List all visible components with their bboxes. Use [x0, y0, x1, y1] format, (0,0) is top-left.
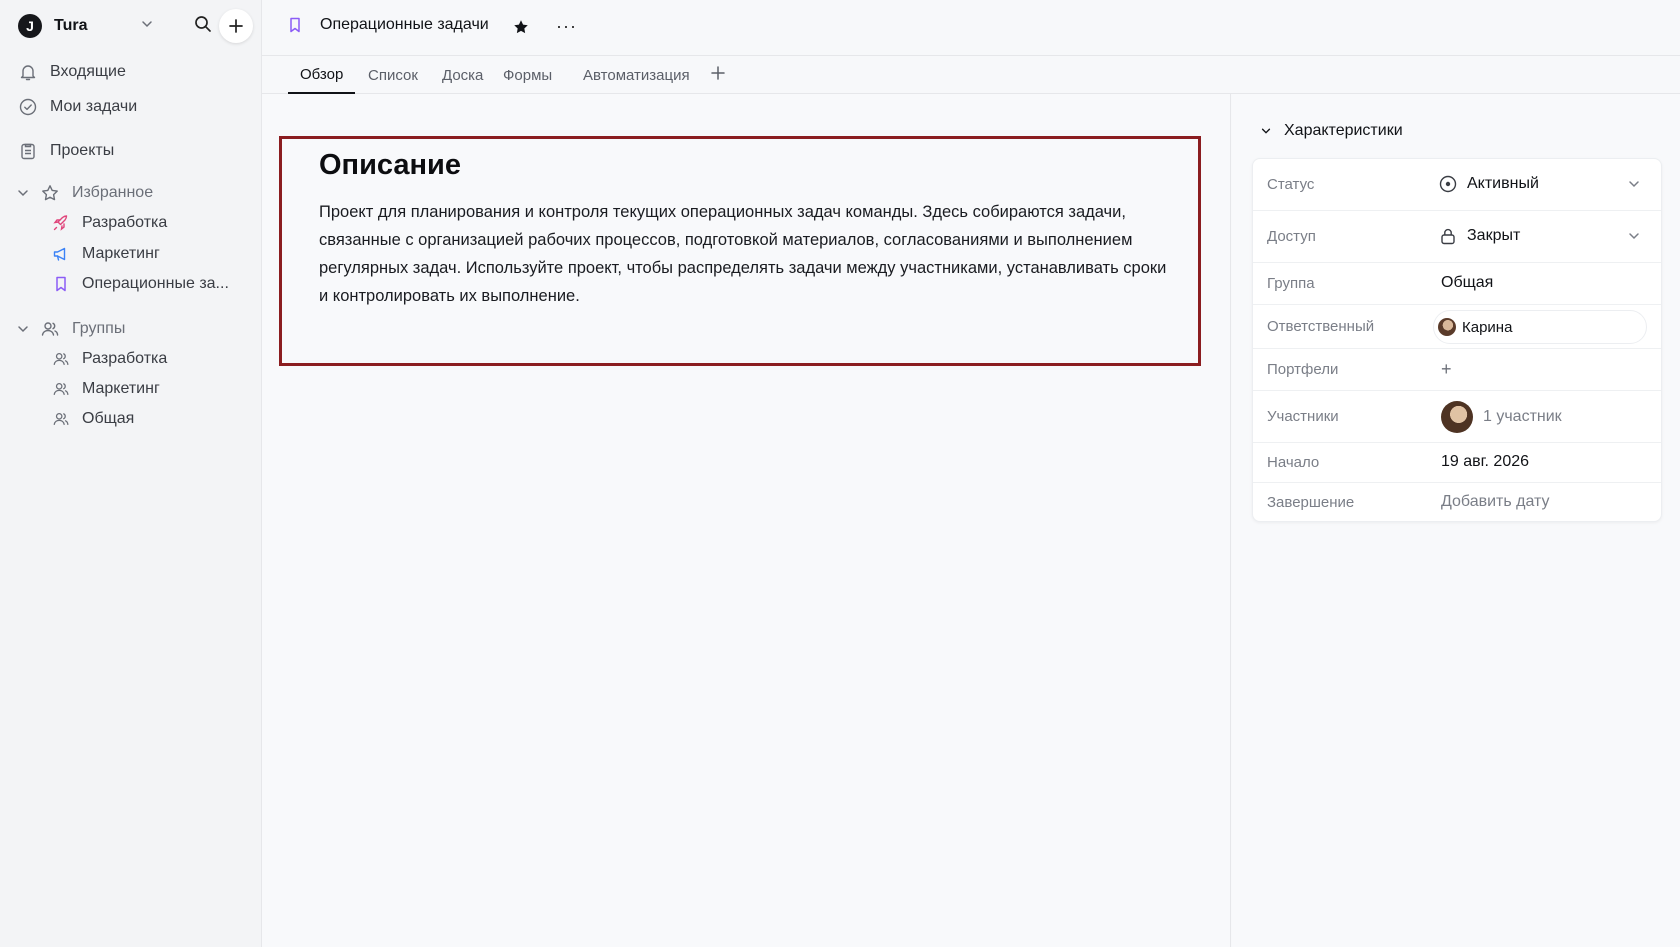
group-item-label: Разработка — [82, 350, 168, 367]
description-section[interactable] — [279, 136, 1201, 366]
status-circle-icon — [1439, 175, 1457, 193]
bell-icon — [18, 62, 38, 82]
property-start-date[interactable] — [1253, 443, 1661, 483]
description-text[interactable]: Проект для планирования и контроля текущих операционных задач команды. Здесь собираются задачи, связанные с организацией рабочих процессов, подготовкой материалов, согласованиями и выполнением регулярных задач. Используйте проект, чтобы распределять задачи между участниками, устанавливать сроки и контролировать их выполнение. — [319, 203, 1167, 305]
property-label: Начало — [1267, 454, 1320, 471]
group-item-marketing[interactable] — [52, 376, 160, 402]
property-group[interactable] — [1253, 263, 1661, 305]
start-date-value[interactable]: 19 авг. 2026 — [1441, 453, 1530, 470]
property-access[interactable] — [1253, 211, 1661, 263]
tab-forms[interactable]: Формы — [503, 66, 553, 84]
nav-inbox[interactable] — [18, 58, 126, 86]
owner-selector[interactable] — [1433, 310, 1647, 344]
tab-overview[interactable]: Обзор — [288, 56, 355, 94]
groups-label: Группы — [72, 320, 126, 337]
plus-icon — [228, 18, 244, 34]
chevron-down-icon[interactable] — [1627, 177, 1641, 191]
nav-my-tasks[interactable] — [18, 93, 137, 121]
overview-content — [262, 94, 1231, 947]
chevron-down-icon[interactable] — [1260, 125, 1272, 137]
access-value: Закрыт — [1467, 227, 1521, 244]
property-label: Ответственный — [1267, 318, 1375, 335]
status-value: Активный — [1467, 175, 1539, 192]
star-outline-icon — [40, 183, 60, 203]
megaphone-icon — [52, 245, 70, 263]
workspace-logo: J — [18, 14, 42, 38]
chevron-down-icon[interactable] — [16, 186, 30, 200]
property-owner[interactable] — [1253, 305, 1661, 349]
group-item-label: Общая — [82, 410, 135, 427]
add-tab-button[interactable] — [710, 65, 726, 81]
nav-inbox-label: Входящие — [50, 63, 126, 80]
property-end-date[interactable] — [1253, 483, 1661, 523]
bookmark-icon — [286, 16, 304, 34]
property-portfolios[interactable] — [1253, 349, 1661, 391]
clipboard-icon — [18, 141, 38, 161]
tab-board[interactable]: Доска — [442, 66, 484, 84]
favorite-star-icon[interactable] — [512, 18, 530, 36]
page-title: Операционные задачи — [320, 16, 489, 33]
group-value: Общая — [1441, 274, 1494, 291]
more-menu-button[interactable]: ··· — [556, 16, 577, 36]
add-button[interactable] — [219, 9, 253, 43]
favorite-item-label: Операционные за... — [82, 275, 229, 292]
property-members[interactable] — [1253, 391, 1661, 443]
group-item-general[interactable] — [52, 406, 134, 432]
property-status[interactable] — [1253, 159, 1661, 211]
properties-title: Характеристики — [1284, 122, 1403, 139]
groups-section[interactable] — [16, 316, 125, 342]
group-item-label: Маркетинг — [82, 380, 160, 397]
favorite-item-label: Маркетинг — [82, 245, 160, 262]
properties-panel — [1232, 94, 1680, 947]
group-item-development[interactable] — [52, 346, 167, 372]
users-icon — [40, 319, 60, 339]
bookmark-icon — [52, 275, 70, 293]
chevron-down-icon[interactable] — [1627, 229, 1641, 243]
favorites-section[interactable] — [16, 180, 153, 206]
property-label: Доступ — [1267, 228, 1316, 245]
favorite-item-operations[interactable] — [52, 271, 229, 297]
favorites-label: Избранное — [72, 184, 154, 201]
page-header — [262, 0, 1680, 56]
property-label: Портфели — [1267, 361, 1339, 378]
tab-bar — [262, 56, 1680, 94]
check-circle-icon — [18, 97, 38, 117]
nav-projects-label: Проекты — [50, 142, 115, 159]
properties-card — [1252, 158, 1662, 522]
favorite-item-label: Разработка — [82, 214, 168, 231]
add-portfolio-button[interactable]: + — [1441, 359, 1452, 379]
add-end-date-button[interactable]: Добавить дату — [1441, 493, 1550, 510]
lock-icon — [1439, 227, 1457, 245]
favorite-item-development[interactable] — [52, 210, 167, 236]
chevron-down-icon[interactable] — [140, 17, 154, 31]
property-label: Участники — [1267, 408, 1339, 425]
tab-list[interactable]: Список — [368, 66, 418, 84]
workspace-switcher[interactable] — [18, 13, 251, 39]
users-icon — [52, 380, 70, 398]
users-icon — [52, 410, 70, 428]
nav-projects[interactable] — [18, 137, 114, 165]
avatar — [1438, 318, 1456, 336]
favorite-item-marketing[interactable] — [52, 241, 160, 267]
property-label: Статус — [1267, 176, 1315, 193]
description-title: Описание — [319, 149, 461, 181]
property-label: Группа — [1267, 275, 1315, 292]
search-icon[interactable] — [194, 15, 212, 33]
rocket-icon — [52, 214, 70, 232]
workspace-name: Tura — [54, 17, 88, 34]
plus-icon — [710, 65, 726, 81]
avatar[interactable] — [1441, 401, 1473, 433]
owner-value: Карина — [1462, 318, 1513, 336]
members-value[interactable]: 1 участник — [1483, 408, 1562, 425]
chevron-down-icon[interactable] — [16, 322, 30, 336]
sidebar — [0, 0, 262, 947]
property-label: Завершение — [1267, 494, 1355, 511]
tab-automation[interactable]: Автоматизация — [583, 66, 690, 84]
users-icon — [52, 350, 70, 368]
nav-my-tasks-label: Мои задачи — [50, 98, 138, 115]
properties-header[interactable] — [1260, 122, 1403, 140]
